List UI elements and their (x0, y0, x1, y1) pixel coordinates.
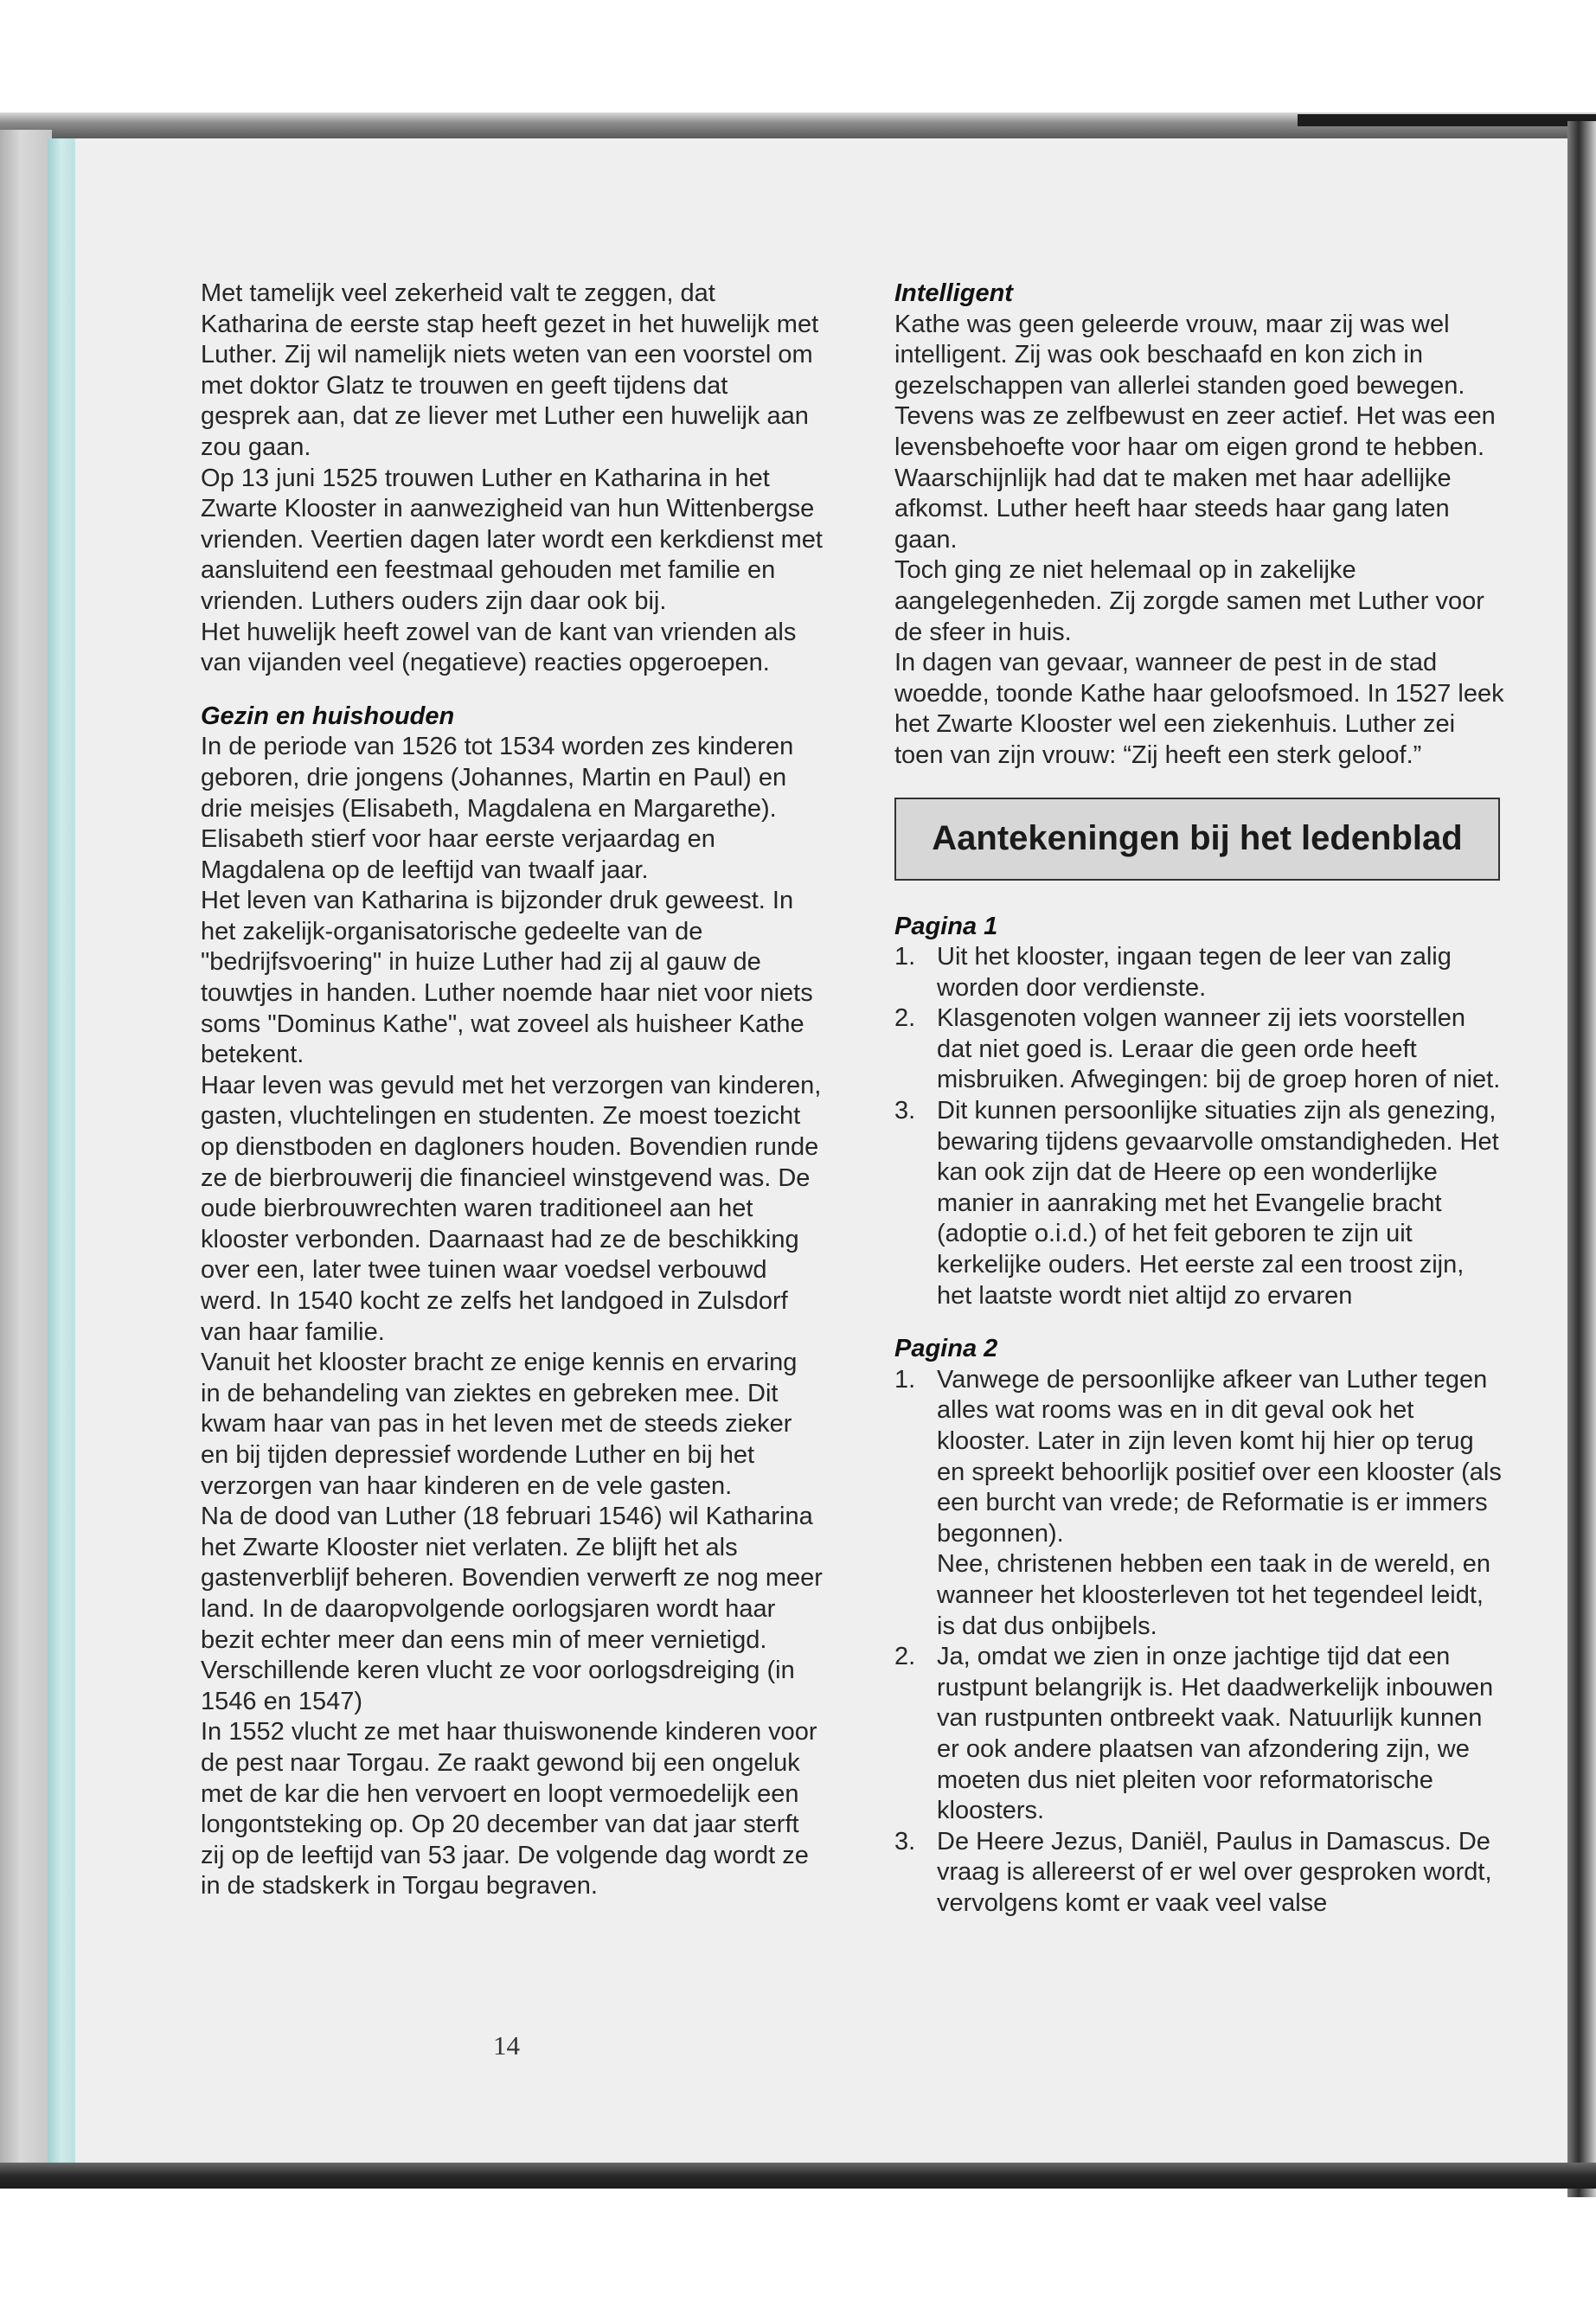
scanner-right-edge (1567, 121, 1596, 2197)
list-item: 3. Dit kunnen persoonlijke situaties zijn als genezing, bewaring tijdens gevaarvolle omstandigheden. Het kan ook zijn dat de Heere op een wonderlijke manier in aanraking met het Evangelie bracht (adoptie o.i.d.) of het feit geboren te zijn uit kerkelijke ouders. Het eerste zal een troost zijn, het laatste wordt niet altijd zo ervaren (894, 1097, 1499, 1310)
list-item-continuation: Nee, christenen hebben een taak in de wereld, en wanneer het kloosterleven tot het tegendeel leidt, is dat dus onbijbels. (937, 1550, 1491, 1640)
paragraph: Na de dood van Luther (18 februari 1546) wil Katharina het Zwarte Klooster niet verlaten. Ze blijft het als gastenverblijf beheren. Bovendien verwerft ze nog meer land. In de daaropvolgende oorlogsjaren wordt haar bezit echter meer dan eens min of meer vernietigd. Verschillende keren vlucht ze voor oorlogsdreiging (in 1546 en 1547) (201, 1503, 823, 1715)
paragraph: Vanuit het klooster bracht ze enige kennis en ervaring in de behandeling van ziektes en gebreken mee. Dit kwam haar van pas in het leven met de steeds zieker en bij tijden depressief wordende Luther en bij het verzorgen van haar kinderen en de vele gasten. (201, 1349, 798, 1500)
right-column (894, 279, 1504, 1920)
section-heading-gezin: Gezin en huishouden (201, 702, 455, 730)
page-stack-edge (48, 138, 75, 2163)
paragraph: Tevens was ze zelfbewust en zeer actief. Het was een levensbehoefte voor haar om eigen grond te hebben. Waarschijnlijk had dat te maken met haar adellijke afkomst. Luther heeft haar steeds haar gang laten gaan. (894, 402, 1496, 554)
page1-notes-list (894, 942, 1504, 1311)
paragraph: Kathe was geen geleerde vrouw, maar zij was wel intelligent. Zij was ook beschaafd en kon zich in gezelschappen van allerlei standen goed bewegen. (894, 310, 1465, 400)
paragraph: Het huwelijk heeft zowel van de kant van vrienden als van vijanden veel (negatieve) reacties opgeroepen. (201, 618, 797, 677)
paragraph: Op 13 juni 1525 trouwen Luther en Katharina in het Zwarte Klooster in aanwezigheid van hun Wittenbergse vrienden. Veertien dagen later wordt een kerkdienst met aansluitend een feestmaal gehouden met familie en vrienden. Luthers ouders zijn daar ook bij. (201, 464, 823, 615)
paragraph: Haar leven was gevuld met het verzorgen van kinderen, gasten, vluchtelingen en studenten. Ze moest toezicht op dienstboden en dagloners houden. Bovendien runde ze de bierbrouwerij die financieel winstgevend was. De oude bierbrouwrechten waren traditioneel aan het klooster verbonden. Daarnaast had ze de beschikking over een, later twee tuinen waar voedsel verbouwd werd. In 1540 kocht ze zelfs het landgoed in Zulsdorf van haar familie. (201, 1071, 822, 1346)
left-column (201, 279, 824, 1902)
paragraph: In de periode van 1526 tot 1534 worden zes kinderen geboren, drie jongens (Johannes, Martin en Paul) en drie meisjes (Elisabeth, Magdalena en Margarethe). Elisabeth stierf voor haar eerste verjaardag en Magdalena op de leeftijd van twaalf jaar. (201, 733, 794, 884)
paragraph: In 1552 vlucht ze met haar thuiswonende kinderen voor de pest naar Torgau. Ze raakt gewond bij een ongeluk met de kar die hen vervoert en loopt vermoedelijk een longontsteking op. Op 20 december van dat jaar sterft zij op de leeftijd van 53 jaar. De volgende dag wordt ze in de stadskerk in Torgau begraven. (201, 1718, 817, 1900)
page1-heading: Pagina 1 (894, 912, 998, 940)
list-item: 2. Klasgenoten volgen wanneer zij iets voorstellen dat niet goed is. Leraar die geen orde heeft misbruiken. Afwegingen: bij de groep horen of niet. (894, 1004, 1501, 1094)
paragraph: In dagen van gevaar, wanneer de pest in de stad woedde, toonde Kathe haar geloofsmoed. In 1527 leek het Zwarte Klooster wel een ziekenhuis. Luther zei toen van zijn vrouw: “Zij heeft een sterk geloof.” (894, 649, 1504, 769)
page2-notes-list (894, 1365, 1504, 1920)
list-item: 1. Vanwege de persoonlijke afkeer van Luther tegen alles wat rooms was en in dit geval ook het klooster. Later in zijn leven komt hij hier op terug en spreekt behoorlijk positief over een klooster (als een burcht van vrede; de Reformatie is er immers begonnen). Nee, christenen hebben een taak in de wereld, en wanneer het kloosterleven tot het tegendeel leidt, is dat dus onbijbels. (894, 1365, 1502, 1640)
paragraph: Met tamelijk veel zekerheid valt te zeggen, dat Katharina de eerste stap heeft gezet in het huwelijk met Luther. Zij wil namelijk niets weten van een voorstel om met doktor Glatz te trouwen en geeft tijdens dat gesprek aan, dat ze liever met Luther een huwelijk aan zou gaan. (201, 279, 819, 461)
list-item: 3. De Heere Jezus, Daniël, Paulus in Damascus. De vraag is allereerst of er wel over gesproken wordt, vervolgens komt er vaak veel valse (894, 1827, 1492, 1917)
list-item: 1. Uit het klooster, ingaan tegen de leer van zalig worden door verdienste. (894, 943, 1452, 1002)
paragraph: Toch ging ze niet helemaal op in zakelijke aangelegenheden. Zij zorgde samen met Luther voor de sfeer in huis. (894, 556, 1484, 646)
scanner-left-edge (0, 130, 52, 2189)
page-number: 14 (493, 2030, 520, 2061)
notes-box-title: Aantekeningen bij het ledenblad (894, 798, 1500, 881)
page2-heading: Pagina 2 (894, 1335, 998, 1363)
section-heading-intelligent: Intelligent (894, 279, 1013, 307)
paragraph: Het leven van Katharina is bijzonder druk geweest. In het zakelijk-organisatorische gedeelte van de "bedrijfsvoering" in huize Luther had zij al gauw de touwtjes in handen. Luther noemde haar niet voor niets soms "Dominus Kathe", wat zoveel als huisheer Kathe betekent. (201, 887, 813, 1069)
scanner-top-dark-strip (1298, 114, 1596, 126)
list-item: 2. Ja, omdat we zien in onze jachtige tijd dat een rustpunt belangrijk is. Het daadwerkelijk inbouwen van rustpunten ontbreekt vaak. Natuurlijk kunnen er ook andere plaatsen van afzondering zijn, we moeten dus niet pleiten voor reformatorische kloosters. (894, 1643, 1494, 1825)
scanner-bottom-edge (0, 2163, 1596, 2189)
